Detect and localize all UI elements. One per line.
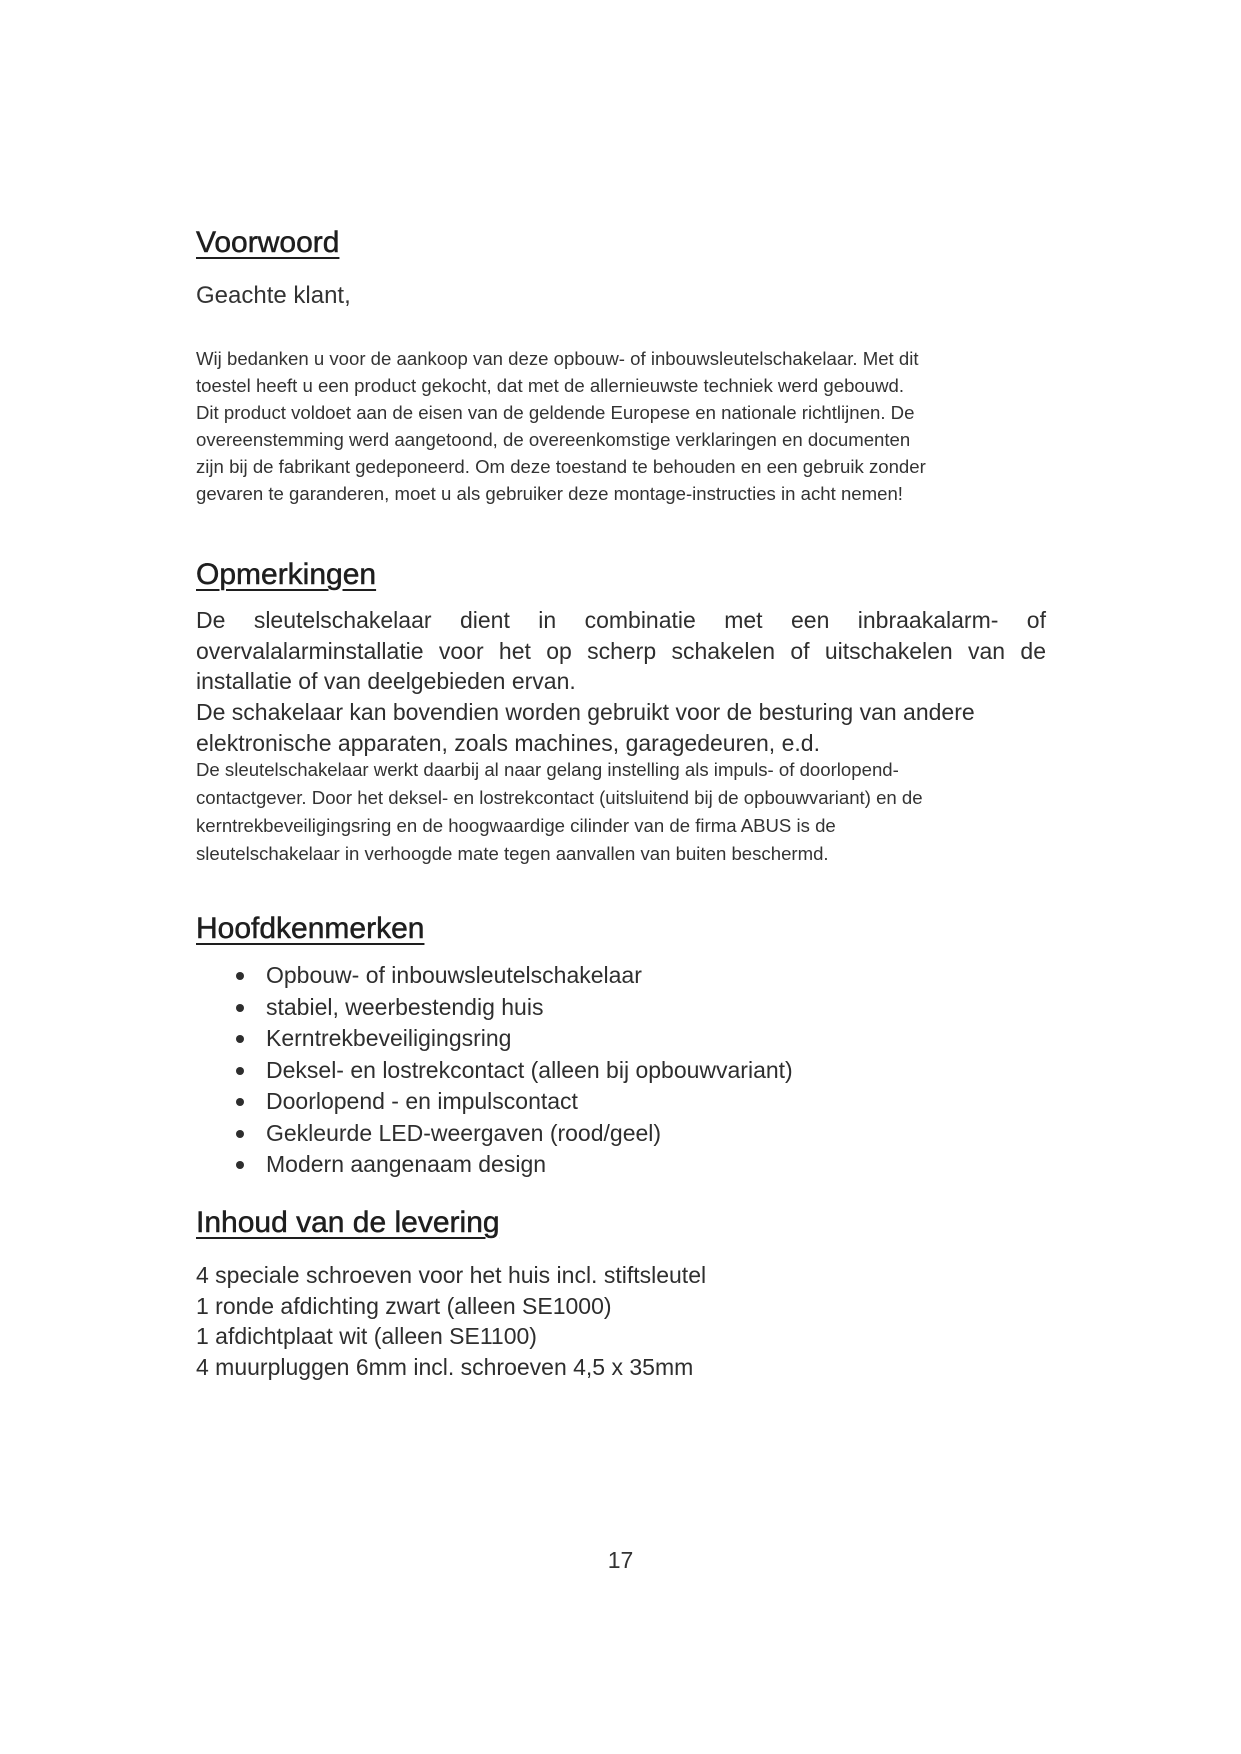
- feature-text: Opbouw- of inbouwsleutelschakelaar: [266, 962, 642, 988]
- opmerkingen-paragraph-2: De schakelaar kan bovendien worden gebruikt voor de besturing van andere elektronische apparaten, zoals machines, garagedeuren, e.d.: [196, 699, 975, 756]
- opmerkingen-line: De sleutelschakelaar werkt daarbij al naar gelang instelling als impuls- of doorlopend-: [196, 759, 899, 780]
- list-item: [236, 992, 793, 1024]
- bullet-icon: [236, 972, 244, 980]
- feature-text: Modern aangenaam design: [266, 1151, 547, 1177]
- intro-line: Dit product voldoet aan de eisen van de geldende Europese en nationale richtlijnen. De: [196, 402, 915, 423]
- list-item: 4 speciale schroeven voor het huis incl. stiftsleutel: [196, 1262, 707, 1288]
- delivery-list: [196, 1260, 706, 1382]
- intro-paragraph: [196, 345, 1056, 507]
- intro-line: toestel heeft u een product gekocht, dat met de allernieuwste techniek werd gebouwd.: [196, 375, 905, 396]
- features-list: [236, 960, 793, 1181]
- intro-line: gevaren te garanderen, moet u als gebruiker deze montage-instructies in acht nemen!: [196, 483, 903, 504]
- opmerkingen-paragraph-1: De sleutelschakelaar dient in combinatie met een inbraakalarm- of overvalalarminstallatie voor het op scherp schakelen of uitschakelen van de installatie of van deelgebieden ervan.: [196, 607, 1046, 694]
- bullet-icon: [236, 1130, 244, 1138]
- list-item: 1 ronde afdichting zwart (alleen SE1000): [196, 1292, 612, 1319]
- opmerkingen-paragraph-3: [196, 756, 1056, 868]
- bullet-icon: [236, 1067, 244, 1075]
- heading-inhoud-van-de-levering: Inhoud van de levering: [196, 1206, 500, 1239]
- bullet-icon: [236, 1035, 244, 1043]
- list-item: 1 afdichtplaat wit (alleen SE1100): [196, 1323, 537, 1349]
- list-item: 4 muurpluggen 6mm incl. schroeven 4,5 x 35mm: [196, 1353, 694, 1380]
- bullet-icon: [236, 1098, 244, 1106]
- list-item: [236, 1055, 793, 1087]
- opmerkingen-line: kerntrekbeveiligingsring en de hoogwaardige cilinder van de firma ABUS is de: [196, 815, 836, 836]
- opmerkingen-line: sleutelschakelaar in verhoogde mate tegen aanvallen van buiten beschermd.: [196, 843, 829, 864]
- feature-text: Deksel- en lostrekcontact (alleen bij opbouwvariant): [266, 1056, 793, 1083]
- list-item: [236, 1086, 793, 1118]
- list-item: [236, 1118, 793, 1150]
- bullet-icon: [236, 1161, 244, 1169]
- feature-text: Doorlopend - en impulscontact: [266, 1088, 578, 1114]
- list-item: [236, 1023, 793, 1055]
- opmerkingen-line: contactgever. Door het deksel- en lostrekcontact (uitsluitend bij de opbouwvariant) en de: [196, 787, 923, 808]
- heading-voorwoord: Voorwoord: [196, 226, 340, 259]
- page-number: 17: [607, 1547, 634, 1573]
- intro-line: zijn bij de fabrikant gedeponeerd. Om deze toestand te behouden en een gebruik zonder: [196, 456, 926, 477]
- list-item: [236, 960, 793, 992]
- feature-text: Gekleurde LED-weergaven (rood/geel): [266, 1119, 662, 1146]
- list-item: [236, 1149, 793, 1181]
- bullet-icon: [236, 1004, 244, 1012]
- greeting: Geachte klant,: [196, 282, 351, 309]
- feature-text: Kerntrekbeveiligingsring: [266, 1025, 512, 1051]
- heading-opmerkingen: Opmerkingen: [196, 558, 377, 591]
- feature-text: stabiel, weerbestendig huis: [266, 993, 544, 1020]
- heading-hoofdkenmerken: Hoofdkenmerken: [196, 912, 425, 945]
- intro-line: overeenstemming werd aangetoond, de overeenkomstige verklaringen en documenten: [196, 429, 911, 450]
- intro-line: Wij bedanken u voor de aankoop van deze opbouw- of inbouwsleutelschakelaar. Met dit: [196, 348, 919, 369]
